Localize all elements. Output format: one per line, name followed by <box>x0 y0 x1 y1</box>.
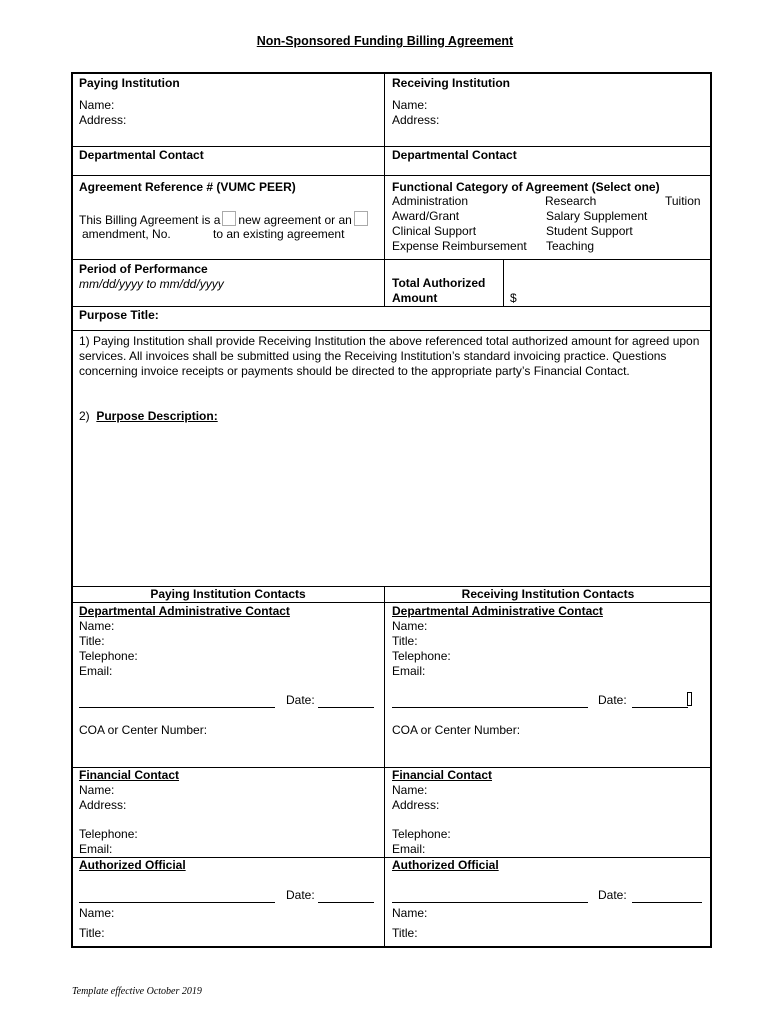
receiving-contact-telephone: Telephone: <box>392 649 451 663</box>
paying-contact-name: Name: <box>79 619 115 633</box>
paying-contacts-header: Paying Institution Contacts <box>150 587 306 601</box>
receiving-departmental-contact: Departmental Contact <box>392 148 517 162</box>
paying-signature-line[interactable] <box>79 707 275 708</box>
receiving-address-label: Address: <box>392 113 440 127</box>
category-salary-supplement[interactable]: Salary Supplement <box>546 209 648 223</box>
category-tuition[interactable]: Tuition <box>665 194 701 208</box>
purpose-description-number: 2) <box>79 409 90 423</box>
receiving-official-date-label: Date: <box>598 888 627 902</box>
receiving-financial-name: Name: <box>392 783 428 797</box>
row-divider <box>71 175 712 176</box>
paying-official-signature-line[interactable] <box>79 902 275 903</box>
receiving-signature-line[interactable] <box>392 707 588 708</box>
receiving-official-date-line[interactable] <box>632 902 702 903</box>
paying-contact-telephone: Telephone: <box>79 649 138 663</box>
paying-coa-label: COA or Center Number: <box>79 723 208 737</box>
receiving-official-signature-line[interactable] <box>392 902 588 903</box>
functional-category-header: Functional Category of Agreement (Select one) <box>392 180 660 194</box>
paying-financial-telephone: Telephone: <box>79 827 138 841</box>
paying-financial-email: Email: <box>79 842 113 856</box>
paying-date-label: Date: <box>286 693 315 707</box>
category-teaching[interactable]: Teaching <box>546 239 595 253</box>
total-amount-value[interactable]: $ <box>510 291 517 305</box>
receiving-dept-admin-contact: Departmental Administrative Contact <box>392 604 603 618</box>
purpose-description <box>79 409 218 424</box>
paying-departmental-contact: Departmental Contact <box>79 148 204 162</box>
category-research[interactable]: Research <box>545 194 597 208</box>
receiving-official-name: Name: <box>392 906 428 920</box>
receiving-date-label: Date: <box>598 693 627 707</box>
paying-official-date-label: Date: <box>286 888 315 902</box>
purpose-paragraph: 1) Paying Institution shall provide Receiving Institution the above referenced total authorized amount for agreed upon services. All invoices shall be submitted using the Receiving Institution’s standard invoicing practice. Questions concerning invoice receipts or payments should be directed to the appropriate party’s Financial Contact. <box>79 334 700 378</box>
receiving-coa-label: COA or Center Number: <box>392 723 521 737</box>
paying-official-date-line[interactable] <box>318 902 374 903</box>
paying-name-label: Name: <box>79 98 115 112</box>
column-divider-top <box>384 72 385 306</box>
receiving-official-title: Title: <box>392 926 418 940</box>
period-of-performance-label: Period of Performance <box>79 262 208 276</box>
row-divider <box>71 602 712 603</box>
text-cursor-icon <box>687 692 692 706</box>
receiving-institution-header: Receiving Institution <box>392 76 511 90</box>
paying-authorized-official: Authorized Official <box>79 858 186 872</box>
paying-official-name: Name: <box>79 906 115 920</box>
total-authorized-label: Total Authorized <box>392 276 486 290</box>
receiving-financial-contact: Financial Contact <box>392 768 493 782</box>
receiving-financial-email: Email: <box>392 842 426 856</box>
receiving-contact-email: Email: <box>392 664 426 678</box>
amendment-checkbox[interactable] <box>354 211 368 226</box>
paying-financial-name: Name: <box>79 783 115 797</box>
document-title: Non-Sponsored Funding Billing Agreement <box>256 34 514 48</box>
paying-address-label: Address: <box>79 113 127 127</box>
period-of-performance-value[interactable]: mm/dd/yyyy to mm/dd/yyyy <box>79 277 224 291</box>
category-expense-reimbursement[interactable]: Expense Reimbursement <box>392 239 527 253</box>
receiving-contact-name: Name: <box>392 619 428 633</box>
paying-contact-email: Email: <box>79 664 113 678</box>
row-divider <box>71 259 712 260</box>
new-agreement-checkbox[interactable] <box>222 211 236 226</box>
amount-divider <box>503 260 504 306</box>
receiving-authorized-official: Authorized Official <box>392 858 499 872</box>
paying-official-title: Title: <box>79 926 105 940</box>
row-divider <box>71 330 712 331</box>
category-clinical-support[interactable]: Clinical Support <box>392 224 477 238</box>
existing-agreement-label: to an existing agreement <box>213 227 345 241</box>
receiving-financial-telephone: Telephone: <box>392 827 451 841</box>
agreement-type-text-b: new agreement or an <box>238 213 352 227</box>
receiving-contact-title: Title: <box>392 634 418 648</box>
agreement-reference-label: Agreement Reference # (VUMC PEER) <box>79 180 296 194</box>
receiving-date-line[interactable] <box>632 707 688 708</box>
total-amount-label: Amount <box>392 291 438 305</box>
row-divider <box>71 146 712 147</box>
category-administration[interactable]: Administration <box>392 194 469 208</box>
row-divider <box>71 306 712 307</box>
receiving-name-label: Name: <box>392 98 428 112</box>
paying-contact-title: Title: <box>79 634 105 648</box>
purpose-description-label: Purpose Description: <box>96 409 218 423</box>
agreement-type-line1 <box>79 211 370 228</box>
template-footer: Template effective October 2019 <box>72 986 202 997</box>
paying-financial-address: Address: <box>79 798 127 812</box>
agreement-type-text-a: This Billing Agreement is a <box>79 213 221 227</box>
receiving-financial-address: Address: <box>392 798 440 812</box>
amendment-number-label: amendment, No. <box>82 227 171 241</box>
paying-institution-header: Paying Institution <box>79 76 180 90</box>
paying-dept-admin-contact: Departmental Administrative Contact <box>79 604 290 618</box>
category-student-support[interactable]: Student Support <box>546 224 633 238</box>
purpose-title-label: Purpose Title: <box>79 308 159 322</box>
category-award-grant[interactable]: Award/Grant <box>392 209 460 223</box>
paying-date-line[interactable] <box>318 707 374 708</box>
receiving-contacts-header: Receiving Institution Contacts <box>461 587 635 601</box>
paying-financial-contact: Financial Contact <box>79 768 180 782</box>
